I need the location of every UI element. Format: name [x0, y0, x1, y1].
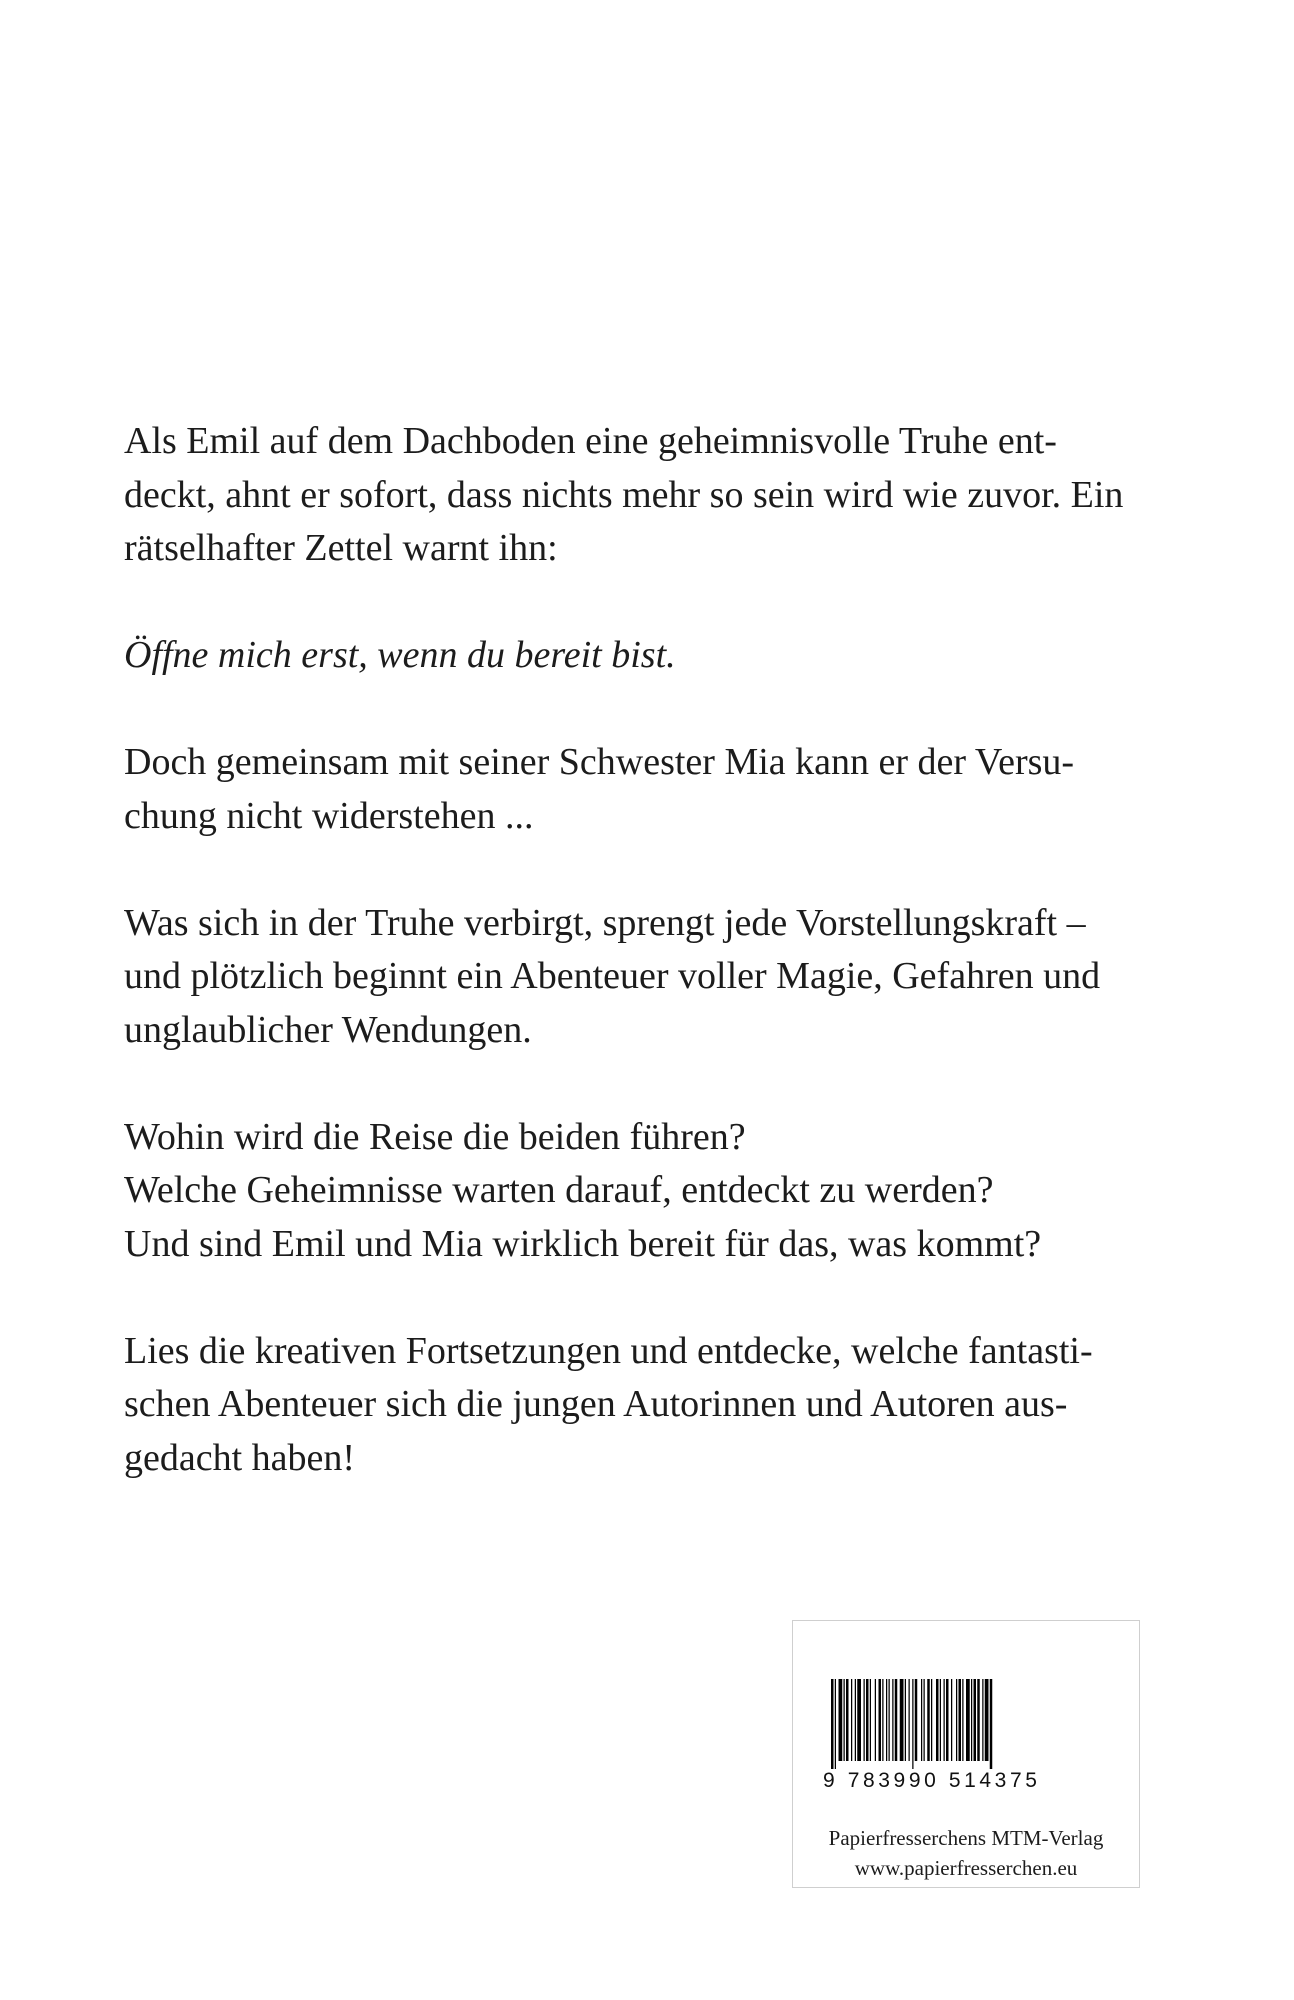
blurb-line: gedacht haben!	[124, 1436, 356, 1479]
blurb-paragraph	[124, 629, 1130, 683]
barcode-bar	[921, 1679, 922, 1761]
barcode-bar	[959, 1679, 962, 1761]
barcode-bar	[831, 1679, 834, 1769]
barcode-bar	[927, 1679, 930, 1761]
barcode-bar	[962, 1679, 963, 1761]
back-cover-blurb	[124, 415, 1130, 1539]
barcode-bar	[951, 1679, 952, 1761]
isbn-number: 9 783990 514375	[823, 1769, 1041, 1792]
blurb-paragraph	[124, 1111, 1130, 1272]
blurb-line: und plötzlich beginnt ein Abenteuer voller Magie, Gefahren und	[124, 955, 1101, 997]
publisher-imprint	[793, 1823, 1139, 1883]
barcode-bar	[855, 1679, 856, 1761]
barcode-bar	[990, 1679, 993, 1769]
blurb-line: Und sind Emil und Mia wirklich bereit für das, was kommt?	[124, 1222, 1042, 1265]
barcode-bar	[835, 1679, 836, 1769]
blurb-line: Wohin wird die Reise die beiden führen?	[124, 1115, 746, 1158]
barcode-bar	[915, 1679, 918, 1761]
isbn-barcode-icon	[823, 1679, 1113, 1769]
barcode-bar	[844, 1679, 845, 1761]
barcode-bar	[909, 1679, 910, 1761]
barcode-bar	[882, 1679, 883, 1761]
barcode-bar	[946, 1679, 949, 1761]
blurb-line: deckt, ahnt er sofort, dass nichts mehr so sein wird wie zuvor. Ein	[124, 473, 1124, 516]
barcode-bar	[851, 1679, 852, 1761]
blurb-line: Was sich in der Truhe verbirgt, sprengt jede Vorstellungskraft –	[124, 901, 1086, 944]
blurb-line: unglaublicher Wendungen.	[124, 1008, 532, 1051]
barcode-bar	[886, 1679, 887, 1761]
barcode-bar	[912, 1679, 913, 1769]
barcode-bar	[985, 1679, 989, 1761]
publisher-name: Papierfresserchens MTM-Verlag	[828, 1826, 1104, 1850]
barcode-bar	[966, 1679, 970, 1761]
barcode-bar	[944, 1679, 945, 1761]
blurb-paragraph	[124, 736, 1130, 843]
barcode-bar	[846, 1679, 849, 1761]
barcode-bar	[900, 1679, 904, 1761]
barcode-bar	[924, 1679, 925, 1761]
blurb-line: Doch gemeinsam mit seiner Schwester Mia kann er der Versu-	[124, 741, 1075, 783]
barcode-bar	[875, 1679, 876, 1761]
blurb-paragraph	[124, 897, 1130, 1058]
barcode-bar	[905, 1679, 906, 1761]
barcode-bar	[864, 1679, 865, 1761]
blurb-line: Als Emil auf dem Dachboden eine geheimnisvolle Truhe ent-	[124, 420, 1057, 462]
barcode-bar	[931, 1679, 932, 1761]
barcode-bar	[977, 1679, 980, 1761]
barcode-bar	[936, 1679, 939, 1761]
barcode-bar	[866, 1679, 869, 1761]
barcode-bar	[956, 1679, 957, 1761]
barcode-bar	[971, 1679, 972, 1761]
blurb-line: Öffne mich erst, wenn du bereit bist.	[124, 634, 676, 676]
barcode-bar	[895, 1679, 898, 1761]
blurb-line: chung nicht widerstehen ...	[124, 794, 534, 837]
blurb-line: Welche Geheimnisse warten darauf, entdeckt zu werden?	[124, 1169, 994, 1211]
barcode-bar	[974, 1679, 977, 1761]
blurb-line: Lies die kreativen Fortsetzungen und entdecke, welche fantasti-	[124, 1329, 1093, 1372]
blurb-line: schen Abenteuer sich die jungen Autorinnen und Autoren aus-	[124, 1383, 1068, 1425]
barcode-bar	[857, 1679, 861, 1761]
barcode-bar	[940, 1679, 941, 1761]
barcode-bar	[870, 1679, 871, 1761]
barcode-bar	[892, 1679, 893, 1761]
publisher-url: www.papierfresserchen.eu	[854, 1856, 1078, 1880]
barcode-bar	[879, 1679, 882, 1761]
barcode-bar	[889, 1679, 890, 1761]
blurb-line: rätselhafter Zettel warnt ihn:	[124, 527, 558, 569]
blurb-paragraph	[124, 415, 1130, 576]
barcode-bar	[839, 1679, 843, 1761]
blurb-paragraph	[124, 1325, 1130, 1486]
barcode-box	[792, 1620, 1140, 1888]
barcode-bar	[982, 1679, 983, 1761]
